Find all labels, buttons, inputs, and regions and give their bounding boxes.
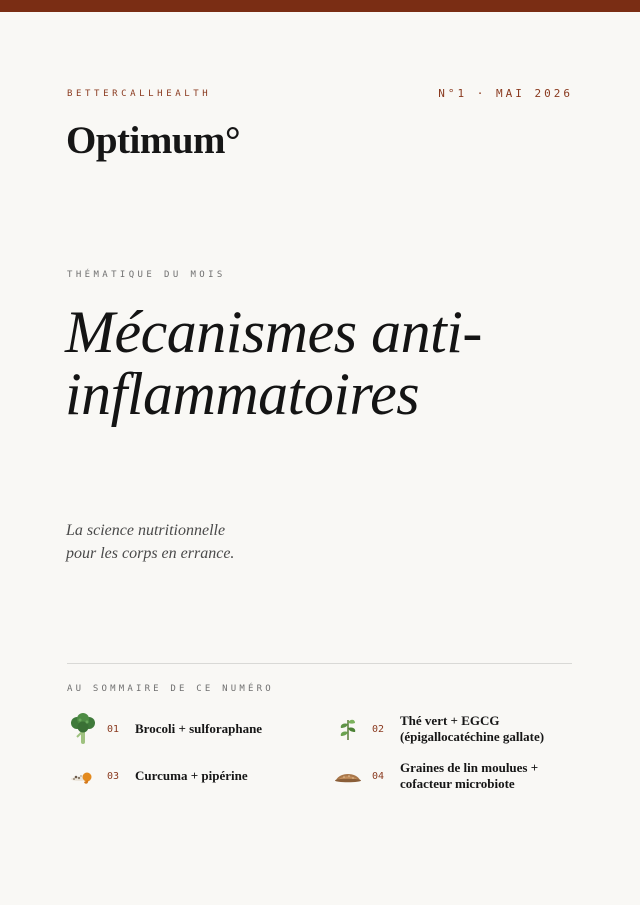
- toc-title: [400, 713, 544, 745]
- toc-number: 04: [372, 770, 385, 782]
- toc-title: [400, 760, 538, 792]
- brand-name: BETTERCALLHEALTH: [67, 89, 212, 99]
- headline-line-1: Mécanismes anti-: [65, 299, 482, 365]
- issue-number: N°1 · MAI 2026: [438, 87, 573, 100]
- toc-title-line: Thé vert + EGCG: [400, 713, 500, 728]
- flax-seeds-icon: [331, 759, 365, 793]
- toc-title-line: (épigallocatéchine gallate): [400, 729, 545, 744]
- green-tea-leaf-icon: [331, 712, 365, 746]
- toc-number: 01: [107, 723, 120, 735]
- toc-number: 02: [372, 723, 385, 735]
- headline-line-2: inflammatoires: [65, 361, 420, 427]
- toc-item-the-vert[interactable]: [331, 712, 544, 746]
- top-accent-bar: [0, 0, 640, 12]
- section-divider: [67, 663, 572, 664]
- toc-item-brocoli[interactable]: [66, 712, 262, 746]
- toc-label: AU SOMMAIRE DE CE NUMÉRO: [67, 684, 274, 694]
- toc-title: [135, 768, 248, 784]
- theme-label: THÉMATIQUE DU MOIS: [67, 270, 226, 280]
- toc-title-line: Curcuma + pipérine: [135, 768, 248, 783]
- subtitle-line-1: La science nutritionnelle: [66, 522, 226, 539]
- toc-number: 03: [107, 770, 120, 782]
- toc-item-curcuma[interactable]: [66, 759, 248, 793]
- toc-item-graines-de-lin[interactable]: [331, 759, 538, 793]
- toc-title-line: Graines de lin moulues +: [400, 760, 539, 775]
- headline: [65, 301, 585, 425]
- masthead-title: Optimum°: [66, 119, 241, 162]
- subtitle: [66, 519, 234, 565]
- subtitle-line-2: pour les corps en errance.: [66, 545, 235, 562]
- broccoli-icon: [66, 712, 100, 746]
- toc-title-line: Brocoli + sulforaphane: [135, 721, 263, 736]
- turmeric-pepper-icon: [66, 759, 100, 793]
- toc-title-line: cofacteur microbiote: [400, 776, 515, 791]
- toc-title: [135, 721, 262, 737]
